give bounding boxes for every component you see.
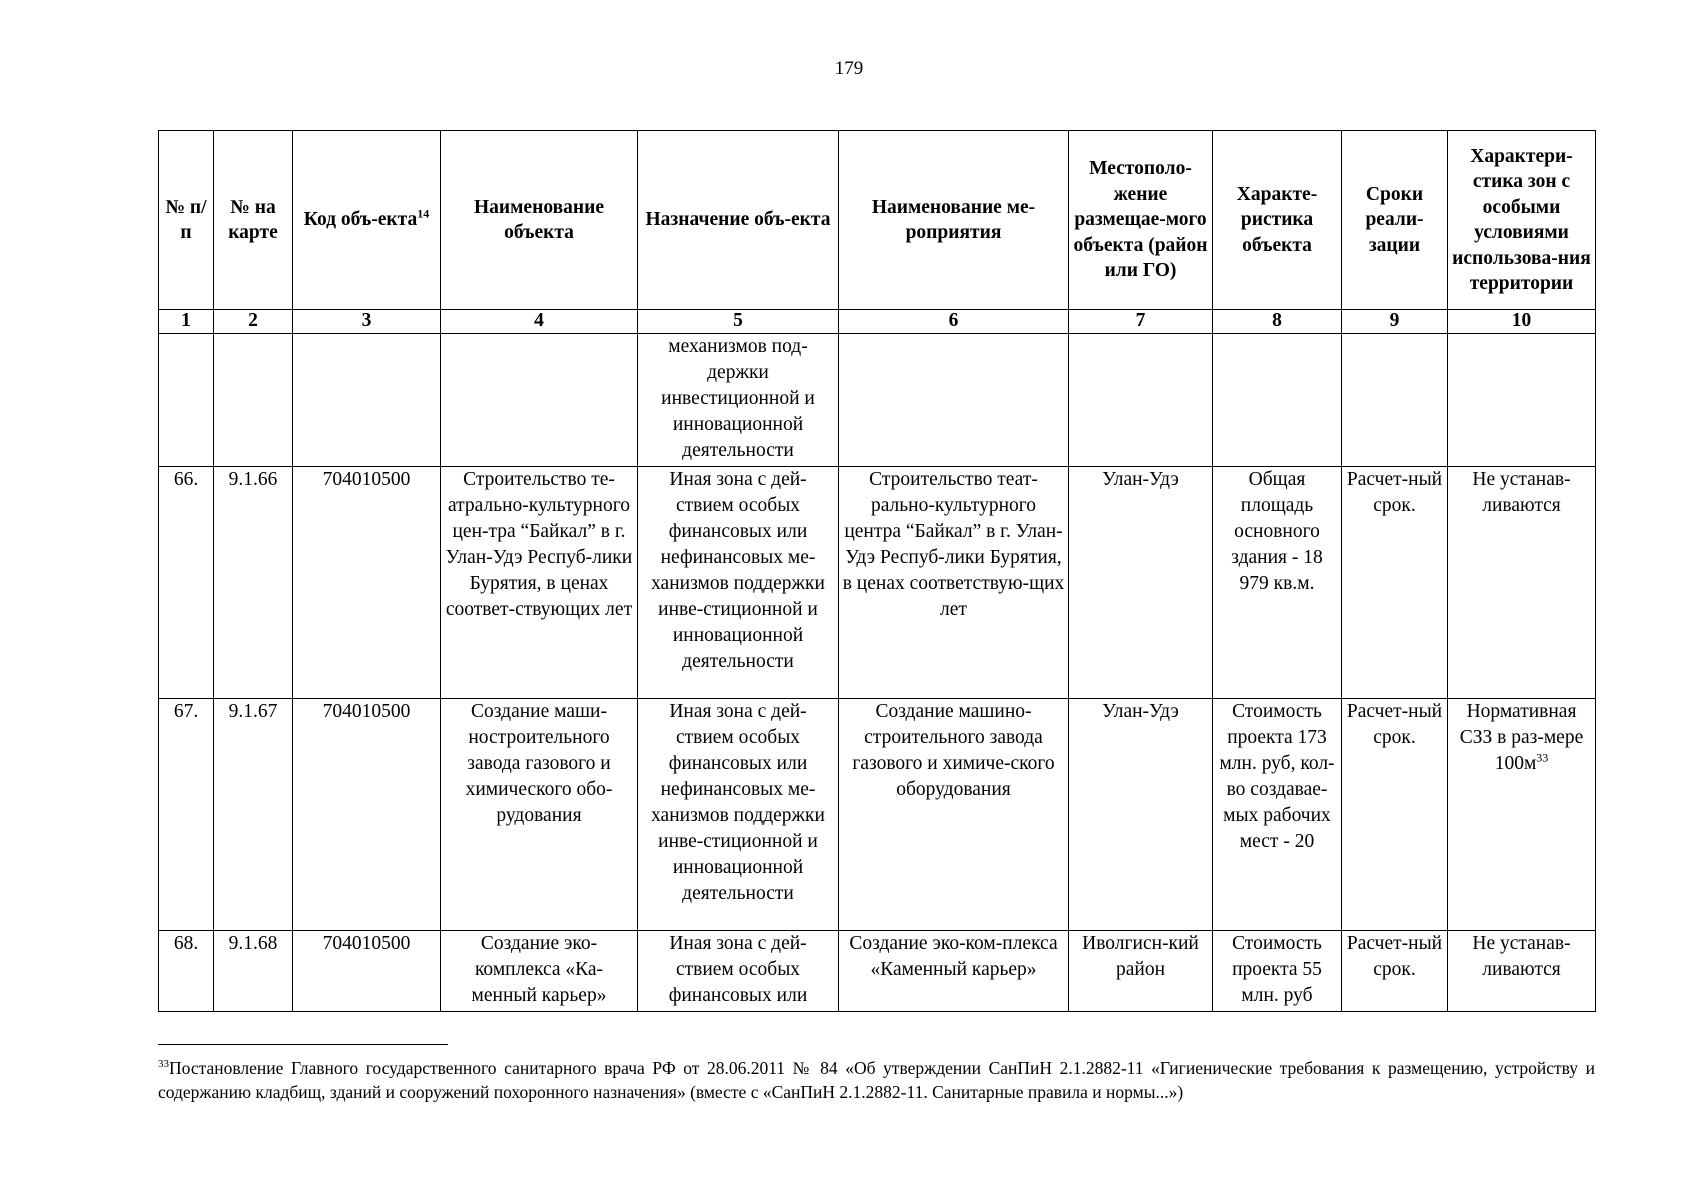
cell-term: Расчет-ный срок. [1342, 931, 1448, 1012]
page-number: 179 [834, 58, 864, 79]
cell-code [293, 334, 441, 467]
cell-term [1342, 334, 1448, 467]
cell-zones: Не устанав-ливаются [1448, 467, 1596, 699]
header-map: № на карте [214, 131, 293, 310]
cell-map: 9.1.66 [214, 467, 293, 699]
footnote [158, 1056, 1595, 1104]
cell-code: 704010500 [293, 699, 441, 931]
cell-map: 9.1.68 [214, 931, 293, 1012]
cell-location: Иволгисн-кий район [1069, 931, 1213, 1012]
cell-measure: Создание машино-строительного завода газового и химиче-ского оборудования [839, 699, 1069, 931]
cell-characteristic [1213, 334, 1342, 467]
header-measure: Наименование ме-роприятия [839, 131, 1069, 310]
table-row [159, 931, 1596, 1012]
table-row [159, 334, 1596, 467]
footnote-text: Постановление Главного государственного санитарного врача РФ от 28.06.2011 № 84 «Об утверждении СанПиН 2.1.2882-11 «Гигиенические требования к размещению, устройству и содержанию кладбищ, зданий и сооружений похоронного назначения» (вместе с «СанПиН 2.1.2882-11. Санитарные правила и нормы...») [158, 1058, 1595, 1102]
cell-characteristic: Стоимость проекта 55 млн. руб [1213, 931, 1342, 1012]
cell-purpose: Иная зона с дей-ствием особых финансовых или [638, 931, 839, 1012]
cell-name: Строительство те-атрально-культурного цен-тра “Байкал” в г. Улан-Удэ Респуб-лики Бурятия, в ценах соответ-ствующих лет [441, 467, 638, 699]
table-header-row [159, 131, 1596, 310]
cell-term: Расчет-ный срок. [1342, 467, 1448, 699]
footnote-divider [158, 1044, 448, 1045]
cell-code: 704010500 [293, 467, 441, 699]
objects-table [158, 130, 1596, 1012]
column-number: 2 [214, 310, 293, 334]
cell-name [441, 334, 638, 467]
footnote-mark: 33 [158, 1058, 169, 1071]
column-number: 10 [1448, 310, 1596, 334]
cell-map [214, 334, 293, 467]
cell-measure: Строительство теат-рально-культурного центра “Байкал” в г. Улан-Удэ Респуб-лики Бурятия, в ценах соответствую-щих лет [839, 467, 1069, 699]
cell-map: 9.1.67 [214, 699, 293, 931]
cell-num: 66. [159, 467, 214, 699]
header-term: Сроки реали-зации [1342, 131, 1448, 310]
cell-term: Расчет-ный срок. [1342, 699, 1448, 931]
cell-measure: Создание эко-ком-плекса «Каменный карьер» [839, 931, 1069, 1012]
column-number: 3 [293, 310, 441, 334]
cell-purpose: Иная зона с дей-ствием особых финансовых или нефинансовых ме-ханизмов поддержки инве-стиционной и инновационной деятельности [638, 699, 839, 931]
header-purpose: Назначение объ-екта [638, 131, 839, 310]
cell-zones: Нормативная СЗЗ в раз-мере $100м^{33}$ [1448, 699, 1596, 931]
header-location: Местополо-жение размещае-мого объекта (район или ГО) [1069, 131, 1213, 310]
cell-code: 704010500 [293, 931, 441, 1012]
header-code-footnote: 14 [417, 206, 430, 221]
header-zones: Характери-стика зон с особыми условиями использова-ния территории [1448, 131, 1596, 310]
cell-zones [1448, 334, 1596, 467]
cell-purpose: Иная зона с дей-ствием особых финансовых или нефинансовых ме-ханизмов поддержки инве-стиционной и инновационной деятельности [638, 467, 839, 699]
column-number: 1 [159, 310, 214, 334]
cell-num [159, 334, 214, 467]
zones-footnote-mark: 33 [1536, 750, 1549, 765]
column-number: 5 [638, 310, 839, 334]
cell-zones: Не устанав-ливаются [1448, 931, 1596, 1012]
cell-location: Улан-Удэ [1069, 467, 1213, 699]
column-number: 4 [441, 310, 638, 334]
cell-num: 67. [159, 699, 214, 931]
header-num: № п/п [159, 131, 214, 310]
cell-name: Создание маши-ностроительного завода газового и химического обо-рудования [441, 699, 638, 931]
cell-location: Улан-Удэ [1069, 699, 1213, 931]
cell-measure [839, 334, 1069, 467]
column-number-row [159, 310, 1596, 334]
column-number: 8 [1213, 310, 1342, 334]
table-row [159, 467, 1596, 699]
column-number: 6 [839, 310, 1069, 334]
cell-num: 68. [159, 931, 214, 1012]
cell-location [1069, 334, 1213, 467]
cell-characteristic: Стоимость проекта 173 млн. руб, кол-во создавае-мых рабочих мест - 20 [1213, 699, 1342, 931]
column-number: 9 [1342, 310, 1448, 334]
cell-purpose: механизмов под-держки инвестиционной и инновационной деятельности [638, 334, 839, 467]
header-name: Наименование объекта [441, 131, 638, 310]
table-row [159, 699, 1596, 931]
cell-name: Создание эко-комплекса «Ка-менный карьер» [441, 931, 638, 1012]
column-number: 7 [1069, 310, 1213, 334]
header-characteristic: Характе-ристика объекта [1213, 131, 1342, 310]
header-code: Код объ-екта$^{14}$ [293, 131, 441, 310]
cell-characteristic: Общая площадь основного здания - 18 979 кв.м. [1213, 467, 1342, 699]
